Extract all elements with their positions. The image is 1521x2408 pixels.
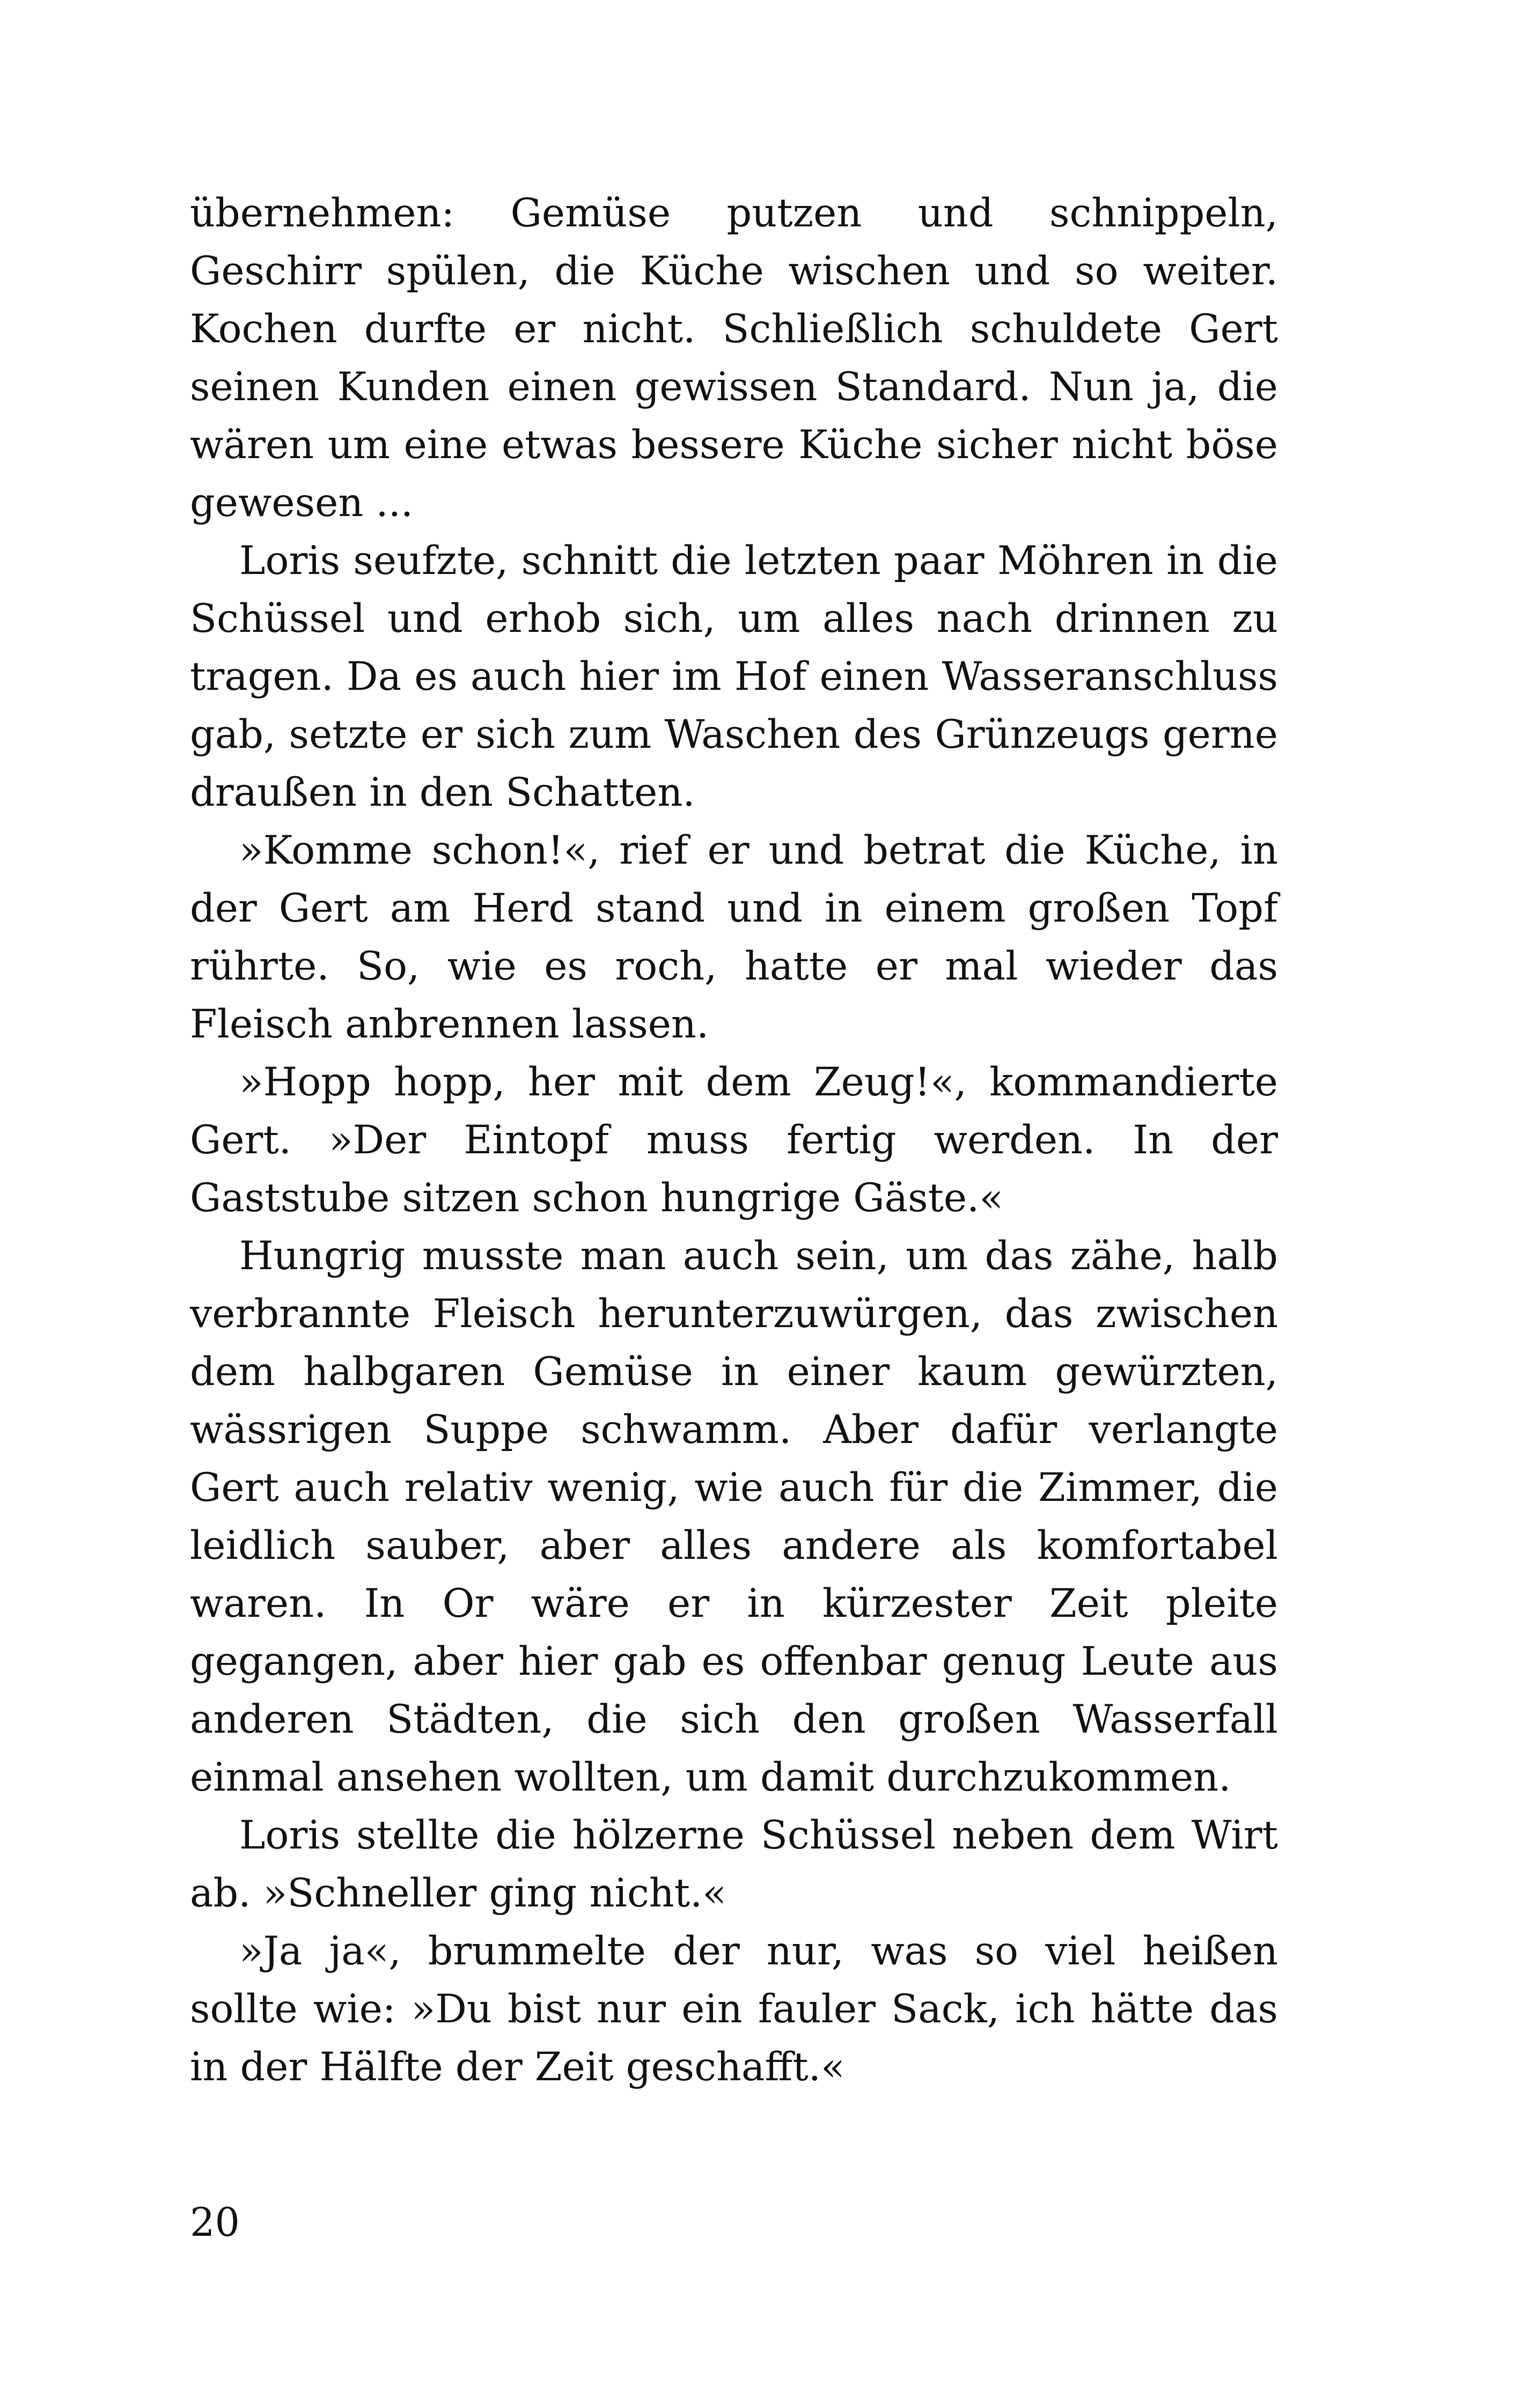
paragraph-3: »Komme schon!«, rief er und betrat die Küche, in der Gert am Herd stand und in einem großen Topf rührte. So, wie es roch, hatte er mal wieder das Fleisch anbrennen lassen. bbox=[190, 828, 1278, 1047]
paragraph-7: »Ja ja«, brummelte der nur, was so viel heißen sollte wie: »Du bist nur ein fauler Sack, ich hätte das in der Hälfte der Zeit geschafft.« bbox=[190, 1928, 1278, 2090]
paragraph-6: Loris stellte die hölzerne Schüssel neben dem Wirt ab. »Schneller ging nicht.« bbox=[190, 1813, 1278, 1916]
paragraph-5: Hungrig musste man auch sein, um das zähe, halb verbrannte Fleisch herunterzuwürgen, das zwischen dem halbgaren Gemüse in einer kaum gewürzten, wässrigen Suppe schwamm. Aber dafür verlangte Gert auch relativ wenig, wie auch für die Zimmer, die leidlich sauber, aber alles andere als komfortabel waren. In Or wäre er in kürzester Zeit pleite gegangen, aber hier gab es offenbar genug Leute aus anderen Städten, die sich den großen Wasserfall einmal ansehen wollten, um damit durchzukommen. bbox=[190, 1233, 1278, 1800]
paragraph-1: übernehmen: Gemüse putzen und schnippeln, Geschirr spülen, die Küche wischen und so weiter. Kochen durfte er nicht. Schließlich schuldete Gert seinen Kunden einen gewissen Standard. Nun ja, die wären um eine etwas bessere Küche sicher nicht böse gewesen ... bbox=[190, 190, 1278, 526]
body-text bbox=[190, 185, 1278, 2096]
page-number: 20 bbox=[190, 2200, 240, 2245]
paragraph-4: »Hopp hopp, her mit dem Zeug!«, kommandierte Gert. »Der Eintopf muss fertig werden. In der Gaststube sitzen schon hungrige Gäste.« bbox=[190, 1059, 1278, 1221]
book-page bbox=[190, 0, 1278, 2408]
paragraph-2: Loris seufzte, schnitt die letzten paar Möhren in die Schüssel und erhob sich, um alles nach drinnen zu tragen. Da es auch hier im Hof einen Wasseranschluss gab, setzte er sich zum Waschen des Grünzeugs gerne draußen in den Schatten. bbox=[190, 538, 1278, 815]
